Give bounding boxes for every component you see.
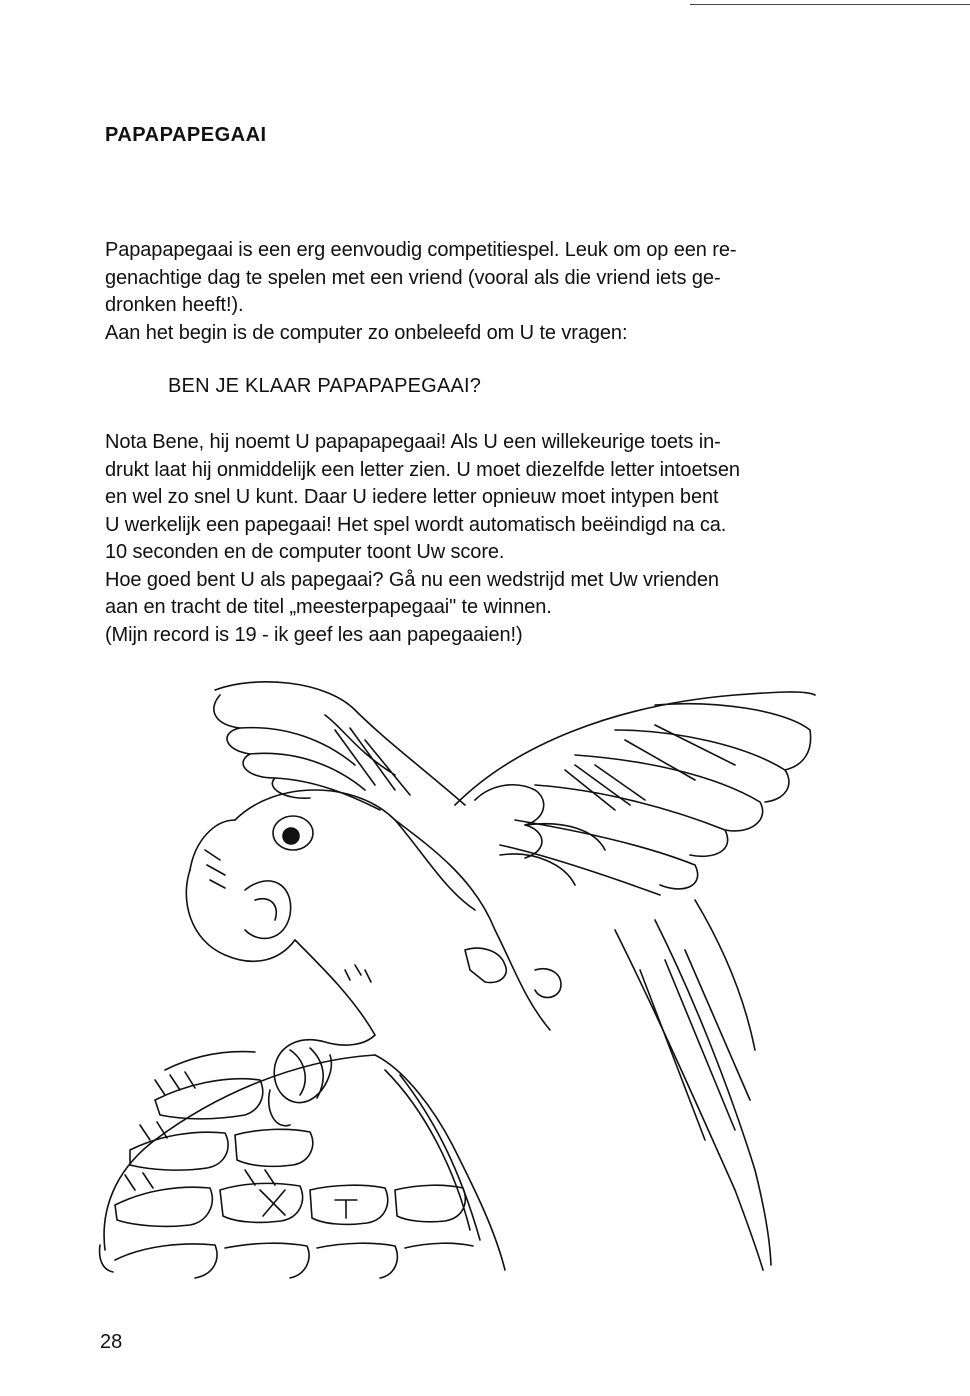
rules-line: aan en tracht de titel „meesterpapegaai" te winnen. (105, 596, 552, 618)
keyboard-sketch (100, 1052, 505, 1278)
intro-line: dronken heeft!). (105, 294, 244, 316)
rules-line: (Mijn record is 19 - ik geef les aan papegaaien!) (105, 623, 523, 646)
intro-line: genachtige dag te spelen met een vriend (vooral als die vriend iets ge- (105, 266, 721, 289)
top-rule (690, 4, 970, 5)
game-prompt: BEN JE KLAAR PAPAPAPEGAAI? (168, 375, 482, 397)
rules-line: U werkelijk een papegaai! Het spel wordt automatisch beëindigd na ca. (105, 513, 727, 536)
right-wing-sketch (455, 692, 815, 895)
page-number: 28 (100, 1331, 123, 1353)
rules-line: en wel zo snel U kunt. Daar U iedere letter opnieuw moet intypen bent (105, 486, 719, 508)
left-wing-sketch (214, 682, 465, 810)
rules-paragraph (105, 429, 840, 649)
page-title: PAPAPAPEGAAI (105, 124, 267, 146)
rules-line: 10 seconden en de computer toont Uw score. (105, 541, 505, 563)
rules-line: Nota Bene, hij noemt U papapapegaai! Als U een willekeurige toets in- (105, 431, 721, 453)
parrot-on-keyboard-illustration (95, 670, 840, 1285)
parrot-foot-sketch (269, 1035, 375, 1126)
tail-feathers-sketch (615, 900, 771, 1270)
intro-line: Aan het begin is de computer zo onbeleefd om U te vragen: (105, 321, 628, 344)
intro-line: Papapapegaai is een erg eenvoudig competitiespel. Leuk om op een re- (105, 239, 737, 261)
rules-line: drukt laat hij onmiddelijk een letter zien. U moet diezelfde letter intoetsen (105, 458, 740, 481)
rules-line: Hoe goed bent U als papegaai? Gå nu een wedstrijd met Uw vrienden (105, 568, 719, 591)
parrot-body-sketch (186, 790, 561, 1035)
intro-paragraph (105, 237, 840, 347)
